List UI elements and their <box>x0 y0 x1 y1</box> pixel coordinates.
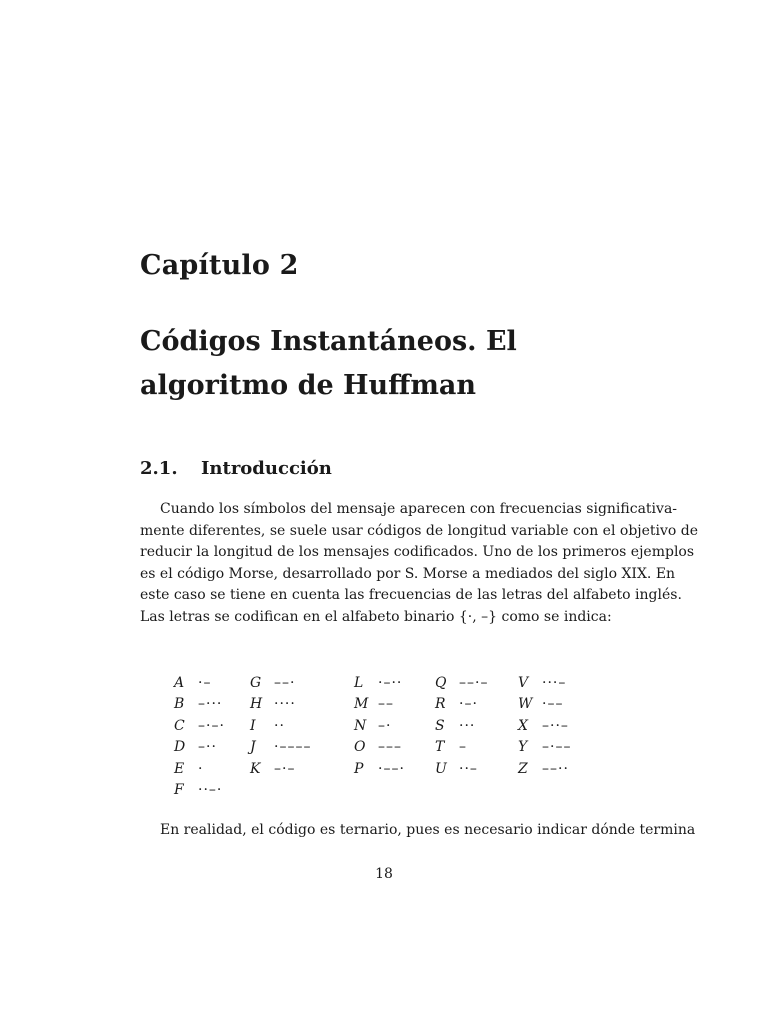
paragraph-line: es el código Morse, desarrollado por S. Morse a mediados del siglo XIX. En <box>140 565 676 582</box>
morse-entry <box>354 673 405 694</box>
morse-code: ···· <box>274 696 296 713</box>
morse-entry <box>435 716 488 737</box>
chapter-label: Capítulo 2 <box>140 250 299 281</box>
morse-entry <box>250 716 311 737</box>
morse-entry <box>354 737 405 758</box>
morse-entry <box>518 716 571 737</box>
morse-letter: L <box>354 675 364 691</box>
morse-letter: Q <box>435 675 447 691</box>
morse-letter: C <box>174 717 185 734</box>
morse-code: ––– <box>378 739 402 756</box>
morse-letter: D <box>174 739 186 756</box>
morse-letter: F <box>174 781 184 798</box>
morse-entry <box>435 737 488 758</box>
morse-column <box>435 673 488 780</box>
page-number: 18 <box>375 866 393 882</box>
morse-entry <box>174 759 225 780</box>
continuation-paragraph: En realidad, el código es ternario, pues es necesario indicar dónde termina <box>160 822 696 838</box>
morse-code: ·–––– <box>274 739 312 756</box>
morse-code: ·–· <box>459 696 478 713</box>
morse-letter: Z <box>518 760 528 777</box>
morse-code: –·· <box>198 739 217 756</box>
morse-letter: U <box>435 760 447 777</box>
morse-entry <box>518 759 571 780</box>
morse-entry <box>250 694 311 715</box>
morse-code: – <box>459 739 467 756</box>
morse-code: –·–– <box>542 739 572 756</box>
morse-code: –·–· <box>198 717 225 734</box>
section-heading <box>140 458 332 479</box>
morse-letter: X <box>518 717 528 734</box>
paragraph-line: reducir la longitud de los mensajes codificados. Uno de los primeros ejemplos <box>140 544 695 561</box>
morse-letter: T <box>435 739 445 756</box>
section-title: Introducción <box>201 458 332 479</box>
paragraph-line: Cuando los símbolos del mensaje aparecen con frecuencias significativa- <box>160 501 678 517</box>
morse-entry <box>174 780 225 801</box>
section-number: 2.1. <box>140 458 178 479</box>
morse-letter: J <box>250 739 256 756</box>
morse-entry <box>354 694 405 715</box>
morse-code: · <box>198 760 204 777</box>
morse-code: ––· <box>274 675 296 691</box>
morse-entry <box>518 673 571 694</box>
morse-letter: I <box>250 717 256 734</box>
morse-entry <box>354 759 405 780</box>
morse-column <box>354 673 405 780</box>
morse-code: ––·– <box>459 675 489 691</box>
morse-code: ·–·· <box>378 675 403 691</box>
morse-entry <box>250 737 311 758</box>
morse-code: ··–· <box>198 781 223 798</box>
morse-column <box>518 673 571 780</box>
chapter-title-line: Códigos Instantáneos. El <box>140 326 517 357</box>
morse-letter: M <box>354 696 369 713</box>
morse-letter: Y <box>518 739 528 756</box>
chapter-title <box>140 320 640 408</box>
morse-code: ·– <box>198 675 212 691</box>
morse-code: –– <box>378 696 394 713</box>
morse-entry <box>174 737 225 758</box>
morse-letter: R <box>435 696 446 713</box>
morse-entry <box>250 673 311 694</box>
morse-letter: B <box>174 696 185 713</box>
morse-letter: E <box>174 760 185 777</box>
morse-letter: N <box>354 717 367 734</box>
morse-code: ···– <box>542 675 567 691</box>
morse-letter: H <box>250 696 263 713</box>
intro-paragraph <box>140 499 699 629</box>
morse-letter: V <box>518 675 529 691</box>
morse-code: ––·· <box>542 760 569 777</box>
morse-entry <box>174 694 225 715</box>
morse-entry <box>354 716 405 737</box>
morse-column <box>174 673 225 801</box>
morse-entry <box>174 716 225 737</box>
morse-entry <box>174 673 225 694</box>
chapter-title-line: algoritmo de Huffman <box>140 370 477 401</box>
morse-letter: W <box>518 696 533 713</box>
morse-entry <box>250 759 311 780</box>
morse-letter: G <box>250 675 262 691</box>
morse-code: ·· <box>274 717 285 734</box>
morse-code: ··· <box>459 717 476 734</box>
morse-code: –··– <box>542 717 569 734</box>
morse-column <box>250 673 311 780</box>
morse-code: ··– <box>459 760 478 777</box>
morse-code: ·–– <box>542 696 564 713</box>
morse-entry <box>435 673 488 694</box>
paragraph-line: este caso se tiene en cuenta las frecuencias de las letras del alfabeto inglés. <box>140 587 682 604</box>
morse-letter: S <box>435 717 445 734</box>
morse-letter: A <box>174 675 185 691</box>
morse-code: ·––· <box>378 760 405 777</box>
morse-entry <box>435 759 488 780</box>
morse-entry <box>435 694 488 715</box>
morse-entry <box>518 694 571 715</box>
paragraph-line: Las letras se codifican en el alfabeto binario {·, –} como se indica: <box>140 608 612 625</box>
morse-entry <box>518 737 571 758</box>
morse-letter: K <box>250 760 261 777</box>
morse-code: –·– <box>274 760 296 777</box>
paragraph-line: mente diferentes, se suele usar códigos de longitud variable con el objetivo de <box>140 522 699 539</box>
morse-letter: P <box>354 760 364 777</box>
morse-letter: O <box>354 739 366 756</box>
morse-code: –· <box>378 717 392 734</box>
morse-code: –··· <box>198 696 223 713</box>
